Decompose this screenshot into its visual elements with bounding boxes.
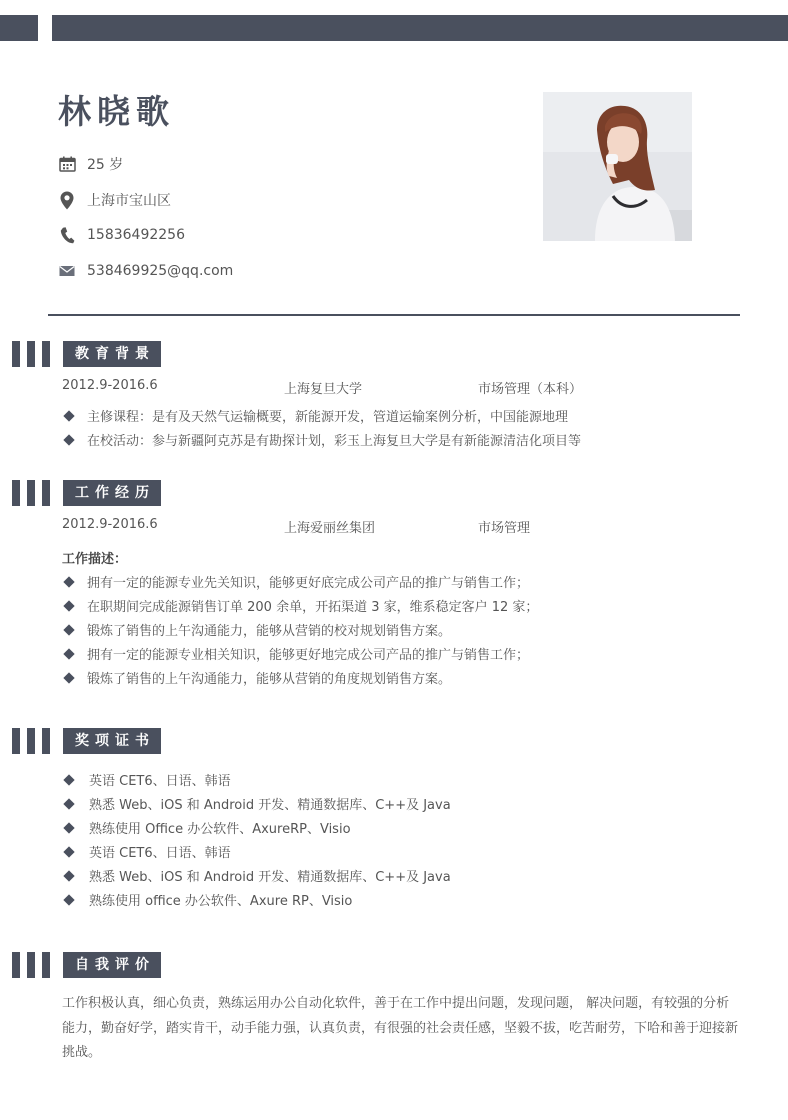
list-item: 熟练使用 office 办公软件、Axure RP、Visio — [62, 890, 352, 909]
education-major: 市场管理（本科） — [478, 382, 583, 397]
diamond-bullet-icon — [63, 648, 74, 659]
calendar-icon — [58, 155, 76, 173]
email-text: 538469925@qq.com — [87, 263, 234, 279]
section-header-awards — [12, 728, 161, 754]
list-item: 英语 CET6、日语、韩语 — [62, 842, 231, 861]
list-item: 拥有一定的能源专业先关知识，能够更好底完成公司产品的推广与销售工作； — [62, 572, 529, 591]
candidate-name: 林晓歌 — [58, 92, 175, 131]
info-phone — [58, 226, 185, 244]
info-email — [58, 262, 233, 280]
list-item: 在校活动：参与新疆阿克苏是有勘探计划，彩玉上海复旦大学是有新能源清洁化项目等 — [62, 430, 581, 449]
diamond-bullet-icon — [63, 434, 74, 445]
diamond-bullet-icon — [63, 894, 74, 905]
diamond-bullet-icon — [63, 672, 74, 683]
list-item: 在职期间完成能源销售订单 200 余单，开拓渠道 3 家，维系稳定客户 12 家； — [62, 596, 538, 615]
diamond-bullet-icon — [63, 846, 74, 857]
list-item: 熟悉 Web、iOS 和 Android 开发、精通数据库、C++及 Java — [62, 794, 451, 813]
education-school: 上海复旦大学 — [284, 382, 363, 397]
profile-photo — [543, 92, 692, 241]
phone-icon — [58, 226, 76, 244]
diamond-bullet-icon — [63, 410, 74, 421]
list-item: 熟悉 Web、iOS 和 Android 开发、精通数据库、C++及 Java — [62, 866, 451, 885]
list-item: 拥有一定的能源专业相关知识，能够更好地完成公司产品的推广与销售工作； — [62, 644, 529, 663]
section-title: 教育背景 — [63, 341, 161, 367]
section-title: 自我评价 — [63, 952, 161, 978]
header-divider — [48, 314, 740, 316]
list-item: 熟练使用 Office 办公软件、AxureRP、Visio — [62, 818, 351, 837]
self-evaluation-text: 工作积极认真，细心负责，熟练运用办公自动化软件，善于在工作中提出问题，发现问题， 解决问题，有较强的分析能力，勤奋好学，踏实肯干，动手能力强，认真负责，有很强的社会责任感，坚毅不拔，吃苦耐劳，下哈和善于迎接新挑战。 — [62, 996, 739, 1060]
phone-text: 15836492256 — [87, 227, 185, 243]
education-period: 2012.9-2016.6 — [62, 378, 158, 393]
age-text: 25 岁 — [87, 157, 124, 173]
list-item: 锻炼了销售的上午沟通能力，能够从营销的角度规划销售方案。 — [62, 668, 451, 687]
diamond-bullet-icon — [63, 870, 74, 881]
diamond-bullet-icon — [63, 798, 74, 809]
mail-icon — [58, 262, 76, 280]
work-desc-label: 工作描述： — [62, 552, 128, 567]
work-position: 市场管理 — [478, 521, 531, 536]
list-item: 锻炼了销售的上午沟通能力，能够从营销的校对规划销售方案。 — [62, 620, 451, 639]
info-location — [58, 190, 171, 210]
section-title: 工作经历 — [63, 480, 161, 506]
diamond-bullet-icon — [63, 600, 74, 611]
location-pin-icon — [58, 191, 76, 209]
section-title: 奖项证书 — [63, 728, 161, 754]
work-period: 2012.9-2016.6 — [62, 517, 158, 532]
info-age — [58, 154, 123, 174]
diamond-bullet-icon — [63, 774, 74, 785]
top-bar-left — [0, 15, 38, 41]
top-bar-right — [52, 15, 788, 41]
section-header-self — [12, 952, 161, 978]
list-item: 主修课程：是有及天然气运输概要，新能源开发，管道运输案例分析，中国能源地理 — [62, 406, 568, 425]
list-item: 英语 CET6、日语、韩语 — [62, 770, 231, 789]
diamond-bullet-icon — [63, 822, 74, 833]
diamond-bullet-icon — [63, 624, 74, 635]
work-company: 上海爱丽丝集团 — [284, 521, 376, 536]
diamond-bullet-icon — [63, 576, 74, 587]
section-header-education — [12, 341, 161, 367]
section-header-work — [12, 480, 161, 506]
location-text: 上海市宝山区 — [87, 193, 171, 209]
